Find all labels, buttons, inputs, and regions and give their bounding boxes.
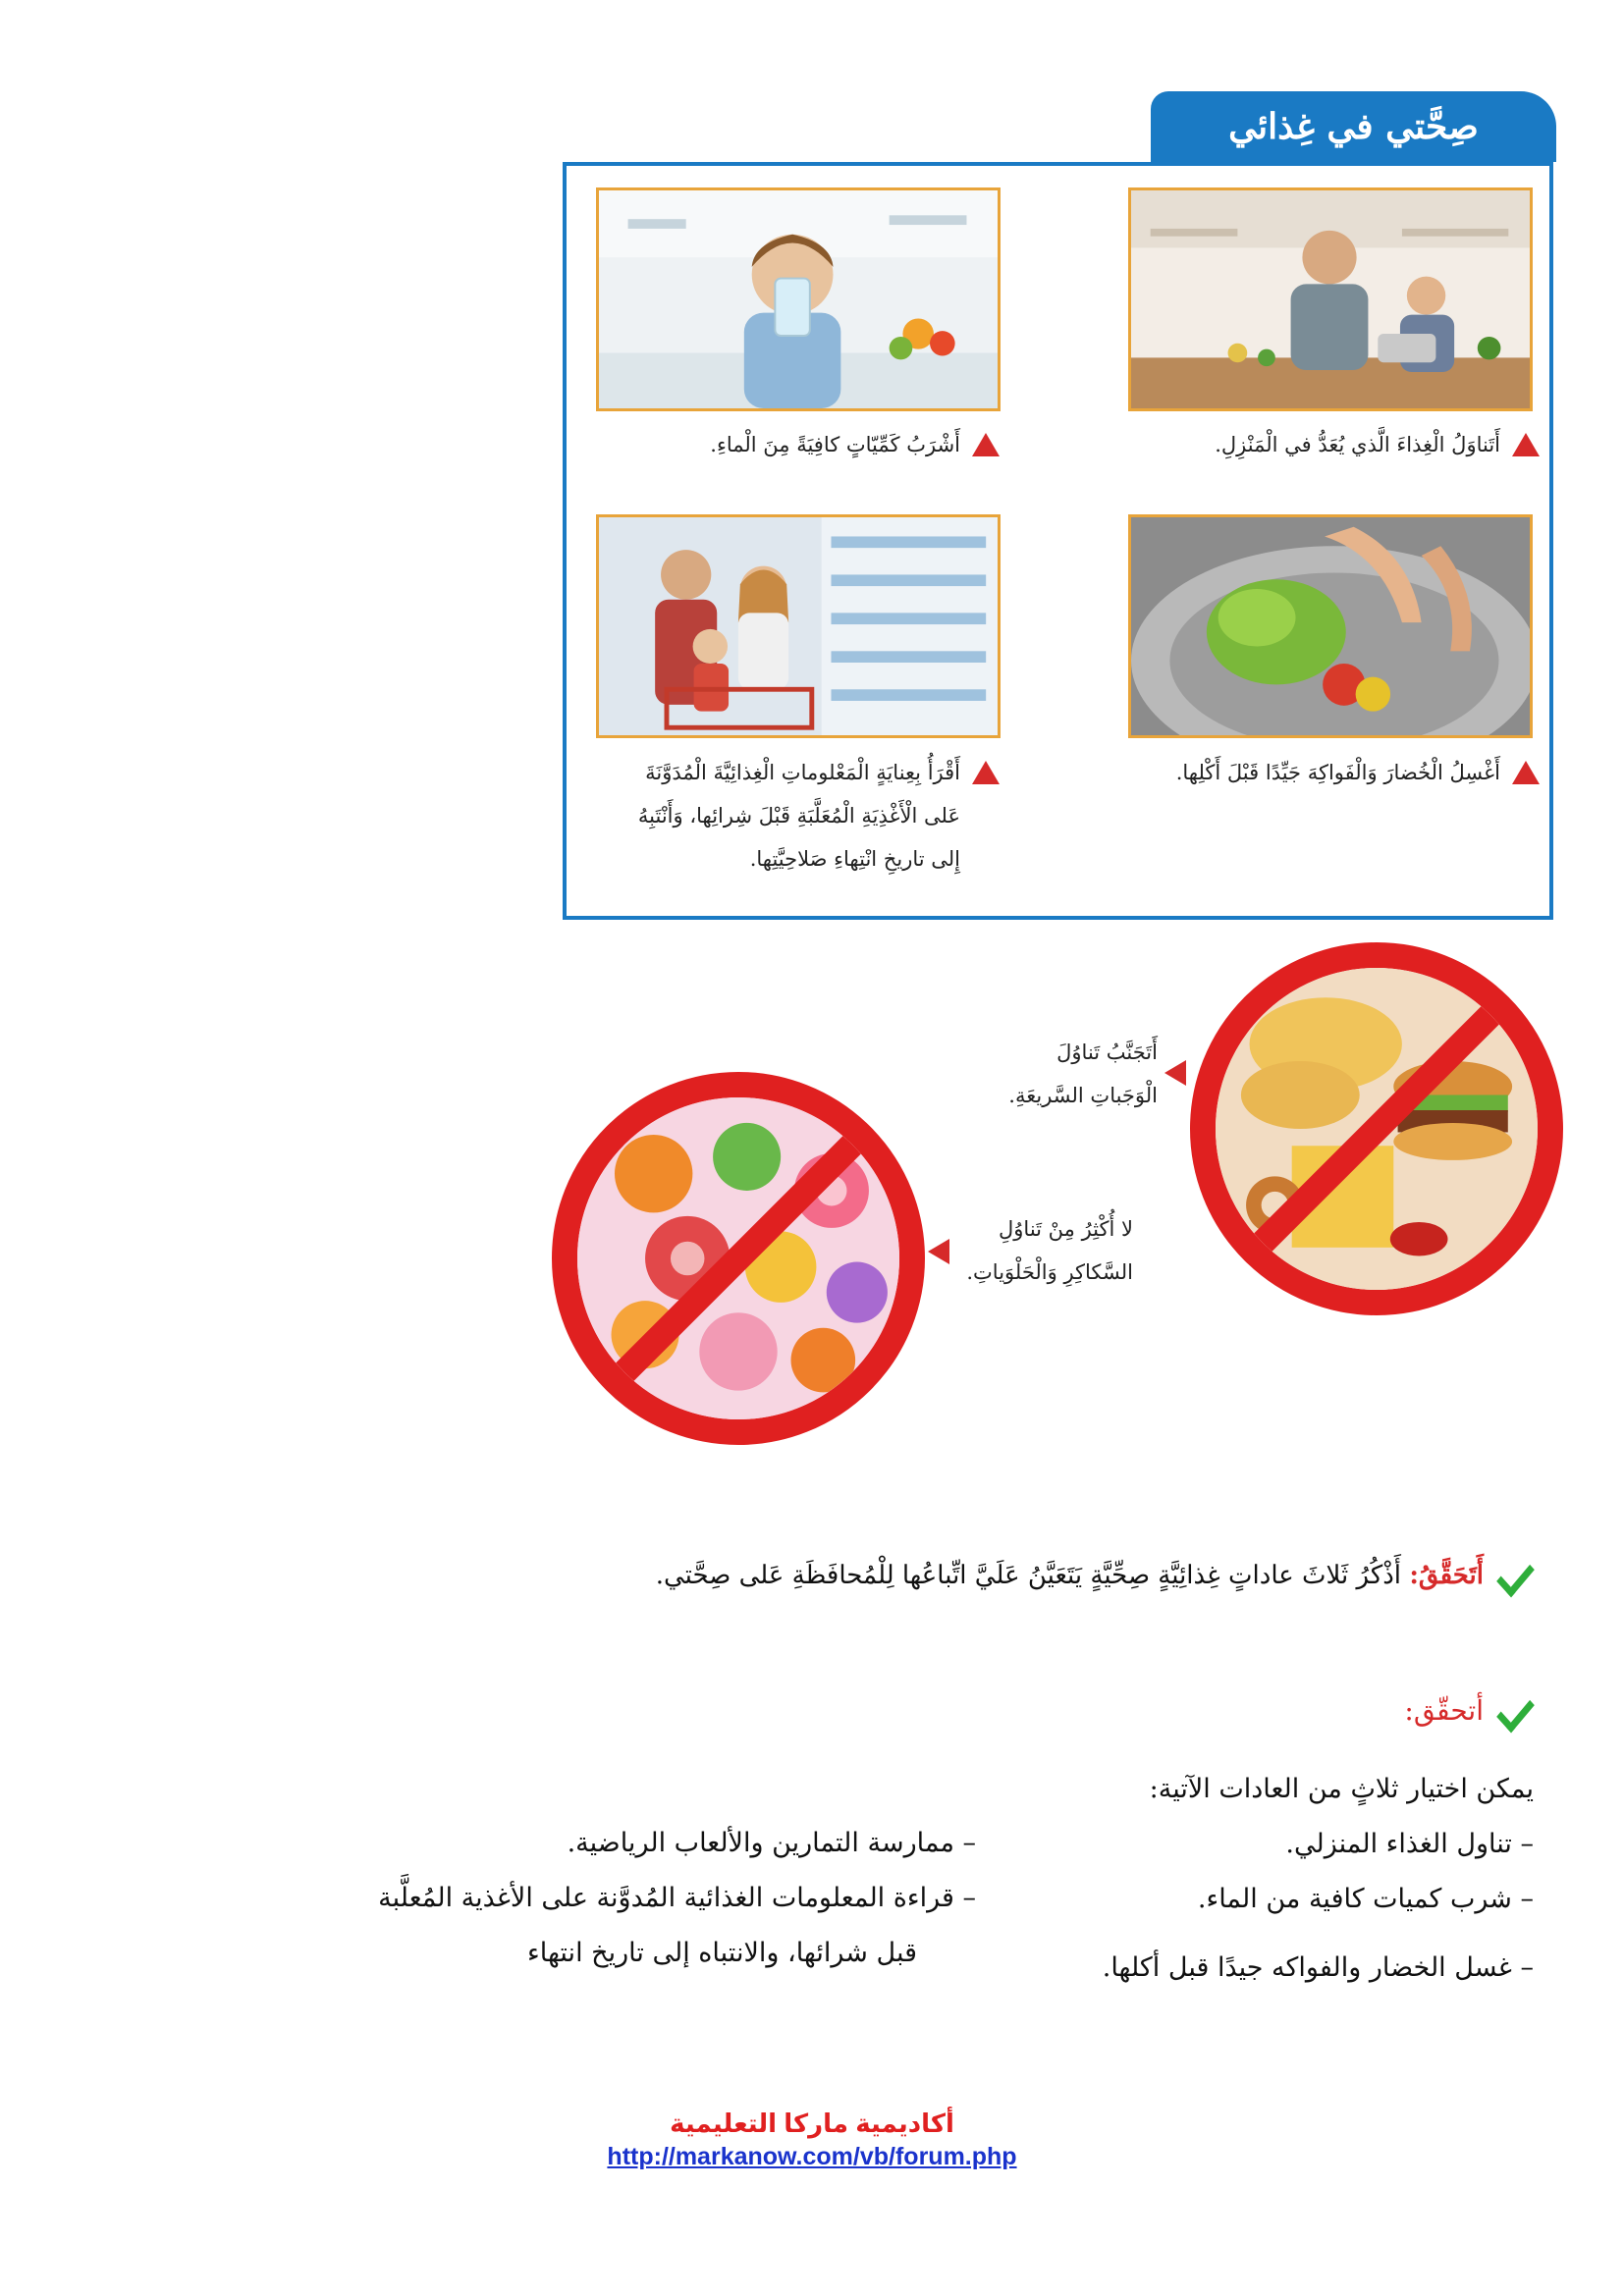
- triangle-bullet-icon: [972, 761, 1000, 784]
- answer-item: – غسل الخضار والفواكه جيدًا قبل أكلها.: [1102, 1952, 1534, 1983]
- answer-left-column: [230, 1816, 976, 1981]
- answer-right-column: [1023, 1762, 1534, 1996]
- check-question: [656, 1561, 1534, 1590]
- question-label: أَتَحَقَّقُ:: [1409, 1561, 1484, 1590]
- answer-item: – ممارسة التمارين والألعاب الرياضية.: [567, 1828, 976, 1858]
- answer-item-continuation: قبل شرائها، والانتباه إلى تاريخ انتهاء: [527, 1938, 917, 1968]
- answer-heading: [1404, 1694, 1534, 1727]
- section-title: صِحَّتي في غِذائي: [1228, 106, 1479, 147]
- candy-no-sign: [552, 1072, 925, 1445]
- father-son-cooking-photo: [1128, 187, 1533, 411]
- tip-caption-2: أَشْرَبُ كَمِّيّاتٍ كافِيَةً مِنَ الْماءِ.: [587, 423, 1000, 466]
- family-supermarket-photo: [596, 514, 1001, 738]
- pointer-arrow-icon: [1164, 1060, 1186, 1086]
- question-text: أَذْكُرُ ثَلاثَ عاداتٍ غِذائِيَّةٍ صِحِّيَّةٍ يَتَعَيَّنُ عَلَيَّ اتِّباعُها لِلْمُحافَظَةِ عَلى صِحَّتي.: [655, 1561, 1402, 1590]
- answer-item: – تناول الغذاء المنزلي.: [1285, 1829, 1534, 1859]
- section-title-tab: [1151, 91, 1556, 162]
- tip-caption-4: أَقْرَأُ بِعِنايَةٍ الْمَعْلوماتِ الْغِذائِيَّةَ الْمُدَوَّنَةَ عَلى الْأَغْذِيَةِ الْمُعَلَّبَةِ قَبْلَ شِرائِها، وَأَنْتَبِهُ إِلى تاريخِ انْتِهاءِ صَلاحِيَّتِها.: [577, 751, 1000, 881]
- avoid-fast-food-text: أَتَجَنَّبُ تَناوُلَ الْوَجَباتِ السَّريعَةِ.: [1008, 1041, 1158, 1107]
- avoid-candy-text: لا أُكْثِرُ مِنْ تَناوُلِ السَّكاكِرِ وَالْحَلْوَياتِ.: [966, 1217, 1133, 1284]
- checkmark-icon: [1496, 1554, 1535, 1598]
- tip-caption-3: أَغْسِلُ الْخُضارَ وَالْفَواكِهَ جَيِّدًا قَبْلَ أَكْلِها.: [1127, 751, 1540, 794]
- footer: [0, 2109, 1624, 2171]
- healthy-food-box: [563, 162, 1553, 920]
- washing-vegetables-photo: [1128, 514, 1533, 738]
- triangle-bullet-icon: [972, 433, 1000, 456]
- footer-title: أكاديمية ماركا التعليمية: [670, 2109, 954, 2138]
- answer-item: – شرب كميات كافية من الماء.: [1197, 1884, 1534, 1914]
- boy-drinking-water-photo: [596, 187, 1001, 411]
- triangle-bullet-icon: [1512, 433, 1540, 456]
- tip-caption-1: أَتَناوَلُ الْغِذاءَ الَّذي يُعَدُّ في الْمَنْزِلِ.: [1127, 423, 1540, 466]
- answer-item: – قراءة المعلومات الغذائية المُدوَّنة على الأغذية المُعلَّبة: [378, 1883, 976, 1913]
- answer-intro: يمكن اختيار ثلاثٍ من العادات الآتية:: [1149, 1774, 1534, 1804]
- checkmark-icon: [1496, 1688, 1535, 1733]
- fast-food-no-sign: [1190, 942, 1563, 1315]
- triangle-bullet-icon: [1512, 761, 1540, 784]
- footer-link[interactable]: http://markanow.com/vb/forum.php: [607, 2143, 1017, 2170]
- answer-label: أتحقّق:: [1404, 1694, 1484, 1727]
